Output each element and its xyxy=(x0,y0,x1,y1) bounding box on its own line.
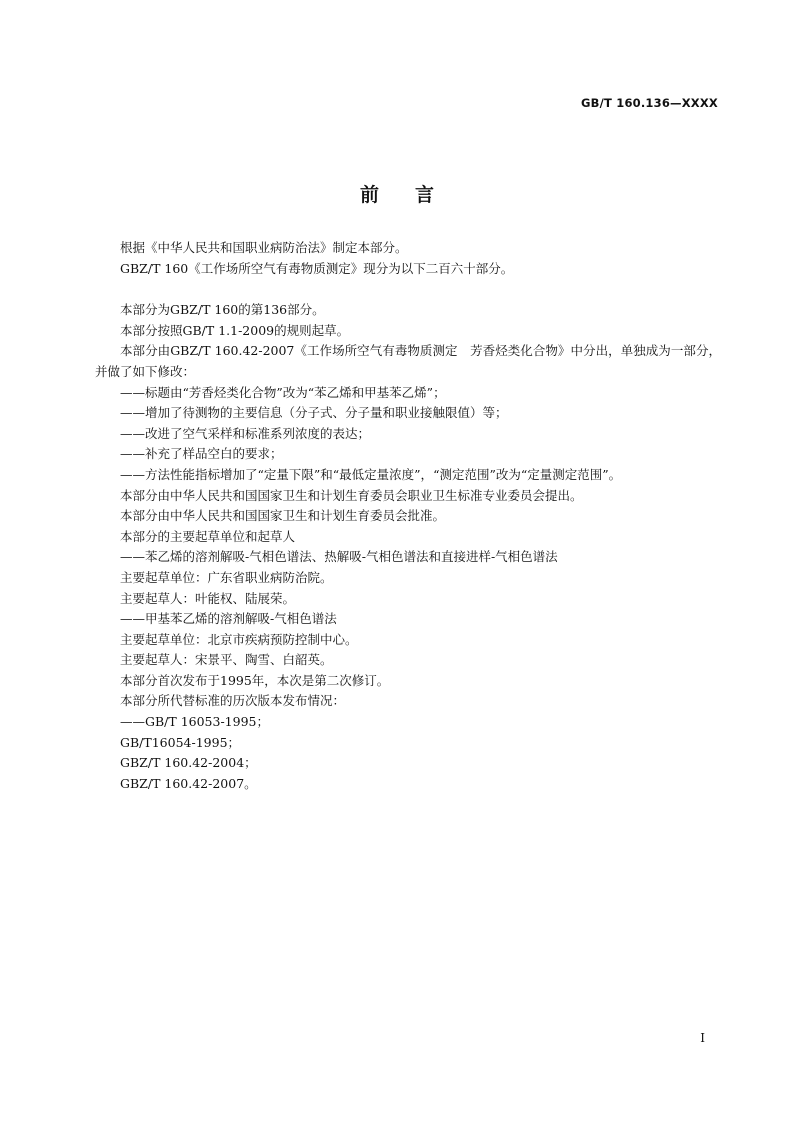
list-item-change-performance: ——方法性能指标增加了“定量下限”和“最低定量浓度”，“测定范围”改为“定量测定范围”。 xyxy=(120,466,622,482)
paragraph-methylstyrene-unit: 主要起草单位：北京市疾病预防控制中心。 xyxy=(120,631,358,647)
list-item-methylstyrene-method: ——甲基苯乙烯的溶剂解吸-气相色谱法 xyxy=(120,611,337,627)
list-item-styrene-methods: ——苯乙烯的溶剂解吸-气相色谱法、热解吸-气相色谱法和直接进样-气相色谱法 xyxy=(120,549,558,565)
list-item-change-sampling: ——改进了空气采样和标准系列浓度的表达； xyxy=(120,425,371,441)
page-title: 前言 xyxy=(359,184,470,206)
paragraph-spacer xyxy=(95,279,721,300)
list-item-edition-4: GBZ/T 160.42-2007。 xyxy=(120,775,257,791)
paragraph-styrene-drafters: 主要起草人：叶能权、陆展荣。 xyxy=(120,590,296,606)
list-item-change-blank: ——补充了样品空白的要求； xyxy=(120,446,283,462)
paragraph-origin: 本部分由GBZ/T 160.42-2007《工作场所空气有毒物质测定 芳香烃类化合物》中分出，单独成为一部分，并做了如下修改： xyxy=(95,343,721,379)
paragraph-styrene-unit: 主要起草单位：广东省职业病防治院。 xyxy=(120,569,333,585)
paragraph-part-number: 本部分为GBZ/T 160的第136部分。 xyxy=(120,302,325,318)
list-item-edition-2: GB/T16054-1995； xyxy=(120,734,241,750)
list-item-edition-3: GBZ/T 160.42-2004； xyxy=(120,755,257,771)
paragraph-first-release: 本部分首次发布于1995年，本次是第二次修订。 xyxy=(120,672,390,688)
paragraph-approved-by: 本部分由中华人民共和国国家卫生和计划生育委员会批准。 xyxy=(120,508,446,524)
paragraph-legal-basis: 根据《中华人民共和国职业病防治法》制定本部分。 xyxy=(120,240,408,255)
paragraph-drafters-heading: 本部分的主要起草单位和起草人 xyxy=(120,528,296,544)
standard-code: GB/T 160.136—XXXX xyxy=(581,96,718,110)
paragraph-proposed-by: 本部分由中华人民共和国国家卫生和计划生育委员会职业卫生标准专业委员会提出。 xyxy=(120,487,583,503)
list-item-change-title: ——标题由“芳香烃类化合物”改为“苯乙烯和甲基苯乙烯”； xyxy=(120,384,446,400)
page-number: I xyxy=(700,1031,705,1045)
document-body xyxy=(95,238,721,794)
list-item-edition-1: ——GB/T 16053-1995； xyxy=(120,714,269,730)
paragraph-methylstyrene-drafters: 主要起草人：宋景平、陶雪、白韶英。 xyxy=(120,652,333,668)
list-item-change-info: ——增加了待测物的主要信息（分子式、分子量和职业接触限值）等； xyxy=(120,405,508,421)
paragraph-previous-editions-heading: 本部分所代替标准的历次版本发布情况： xyxy=(120,693,346,709)
paragraph-series-overview: GBZ/T 160《工作场所空气有毒物质测定》现分为以下二百六十部分。 xyxy=(120,260,514,276)
paragraph-drafting-rules: 本部分按照GB/T 1.1-2009的规则起草。 xyxy=(120,322,350,338)
